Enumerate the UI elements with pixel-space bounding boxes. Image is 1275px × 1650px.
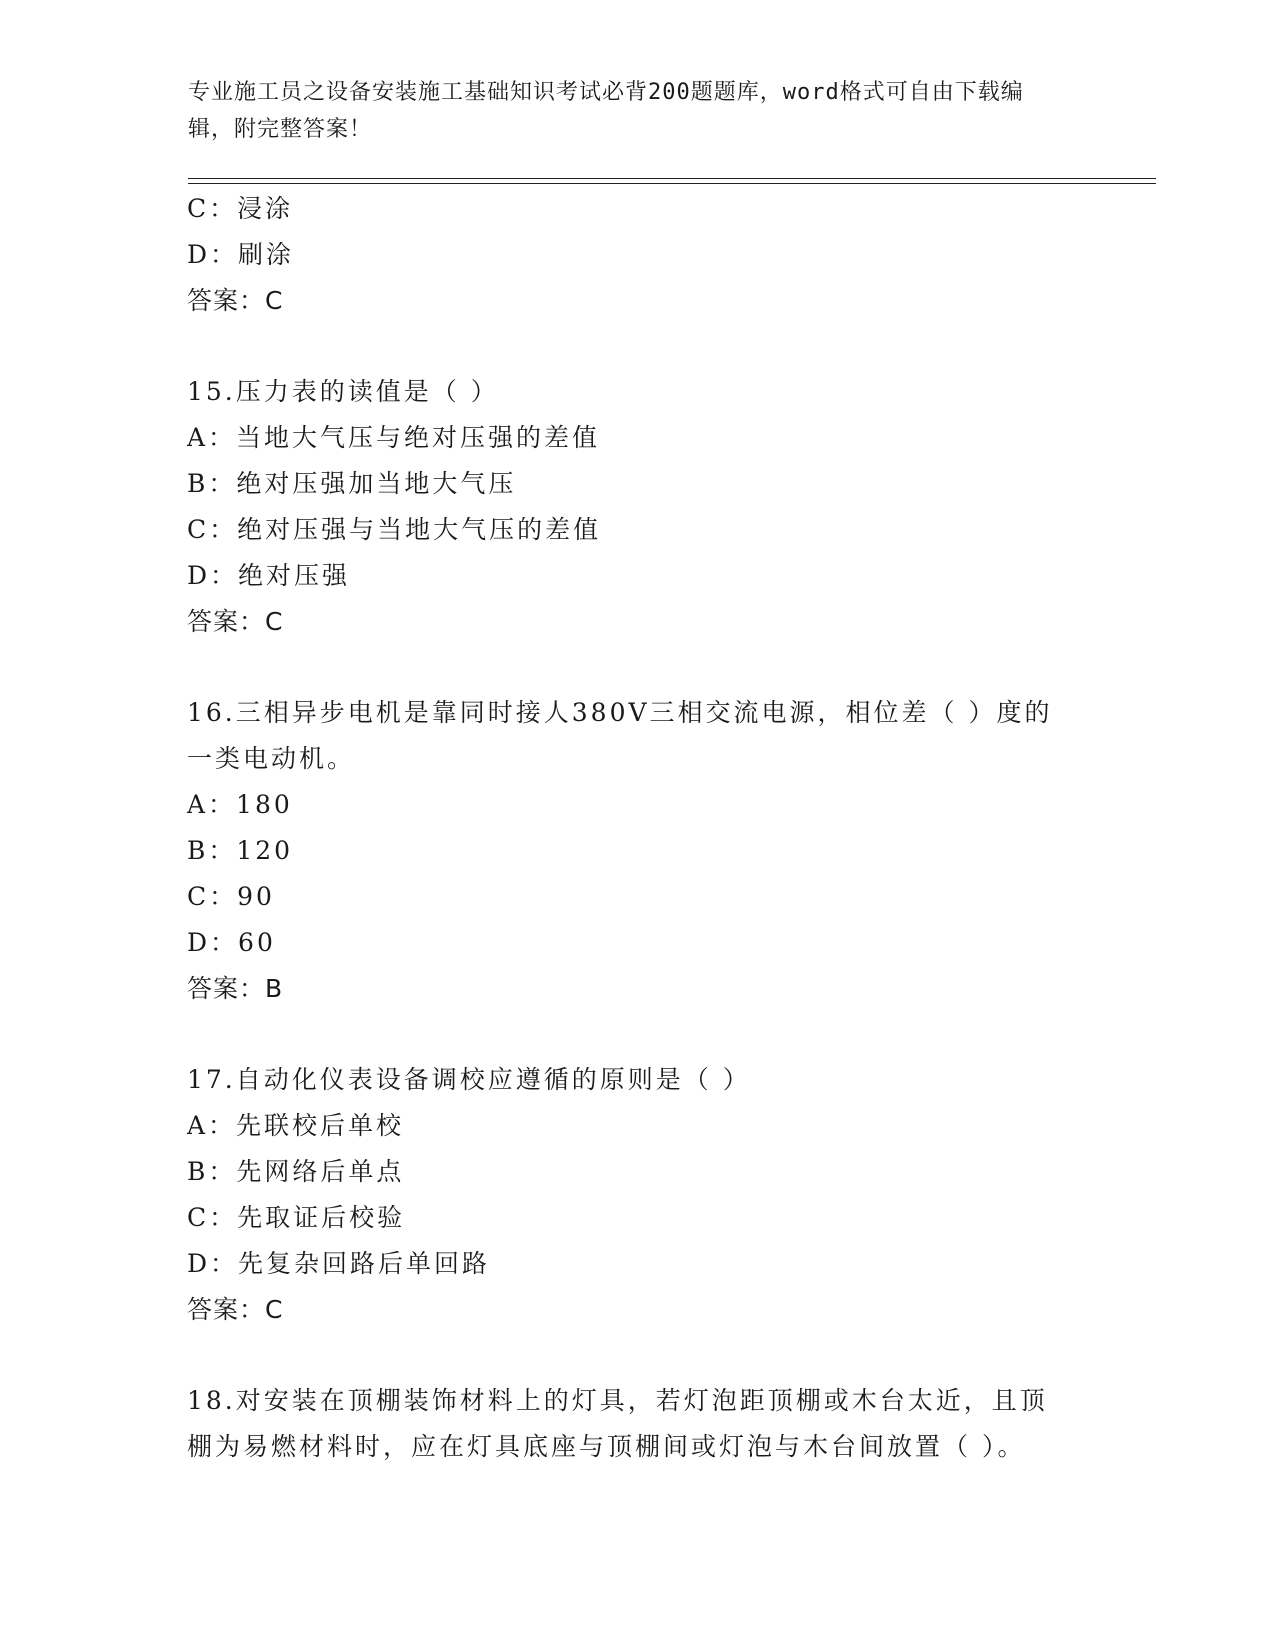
- option-c: C：先取证后校验: [187, 1203, 406, 1232]
- option-a: A：先联校后单校: [187, 1111, 405, 1140]
- option-a: A：180: [187, 790, 293, 819]
- question-list: [187, 186, 1087, 1470]
- question-17: [187, 1057, 1087, 1333]
- question-stem: 16.三相异步电机是靠同时接人380V三相交流电源，相位差（ ）度的一类电动机。: [187, 698, 1053, 773]
- option-d: D：60: [187, 928, 276, 957]
- option-c: C：90: [187, 882, 275, 911]
- question-stem: 17.自动化仪表设备调校应遵循的原则是（ ）: [187, 1065, 751, 1094]
- document-header: 专业施工员之设备安装施工基础知识考试必背200题题库，word格式可自由下载编辑，附完整答案！: [188, 80, 1024, 142]
- option-b: B：绝对压强加当地大气压: [187, 469, 517, 498]
- option-a: A：当地大气压与绝对压强的差值: [187, 423, 601, 452]
- option-d: D：先复杂回路后单回路: [187, 1249, 491, 1278]
- answer: 答案：B: [187, 974, 284, 1003]
- option-c: C：浸涂: [187, 194, 294, 223]
- question-stem: 18.对安装在顶棚装饰材料上的灯具，若灯泡距顶棚或木台太近，且顶棚为易燃材料时，应在灯具底座与顶棚间或灯泡与木台间放置（ ）。: [187, 1386, 1048, 1461]
- header-rule-bottom: [188, 183, 1156, 184]
- answer: 答案：C: [187, 286, 284, 315]
- option-b: B：先网络后单点: [187, 1157, 405, 1186]
- header-rule-top: [188, 178, 1156, 179]
- option-b: B：120: [187, 836, 294, 865]
- question-18: [187, 1378, 1087, 1470]
- answer: 答案：C: [187, 1295, 284, 1324]
- option-c: C：绝对压强与当地大气压的差值: [187, 515, 602, 544]
- question-15: [187, 369, 1087, 645]
- question-stem: 15.压力表的读值是（ ）: [187, 377, 499, 406]
- question-14-fragment: [187, 186, 1087, 324]
- answer: 答案：C: [187, 607, 284, 636]
- question-16: [187, 690, 1087, 1012]
- option-d: D：绝对压强: [187, 561, 351, 590]
- option-d: D：刷涂: [187, 240, 295, 269]
